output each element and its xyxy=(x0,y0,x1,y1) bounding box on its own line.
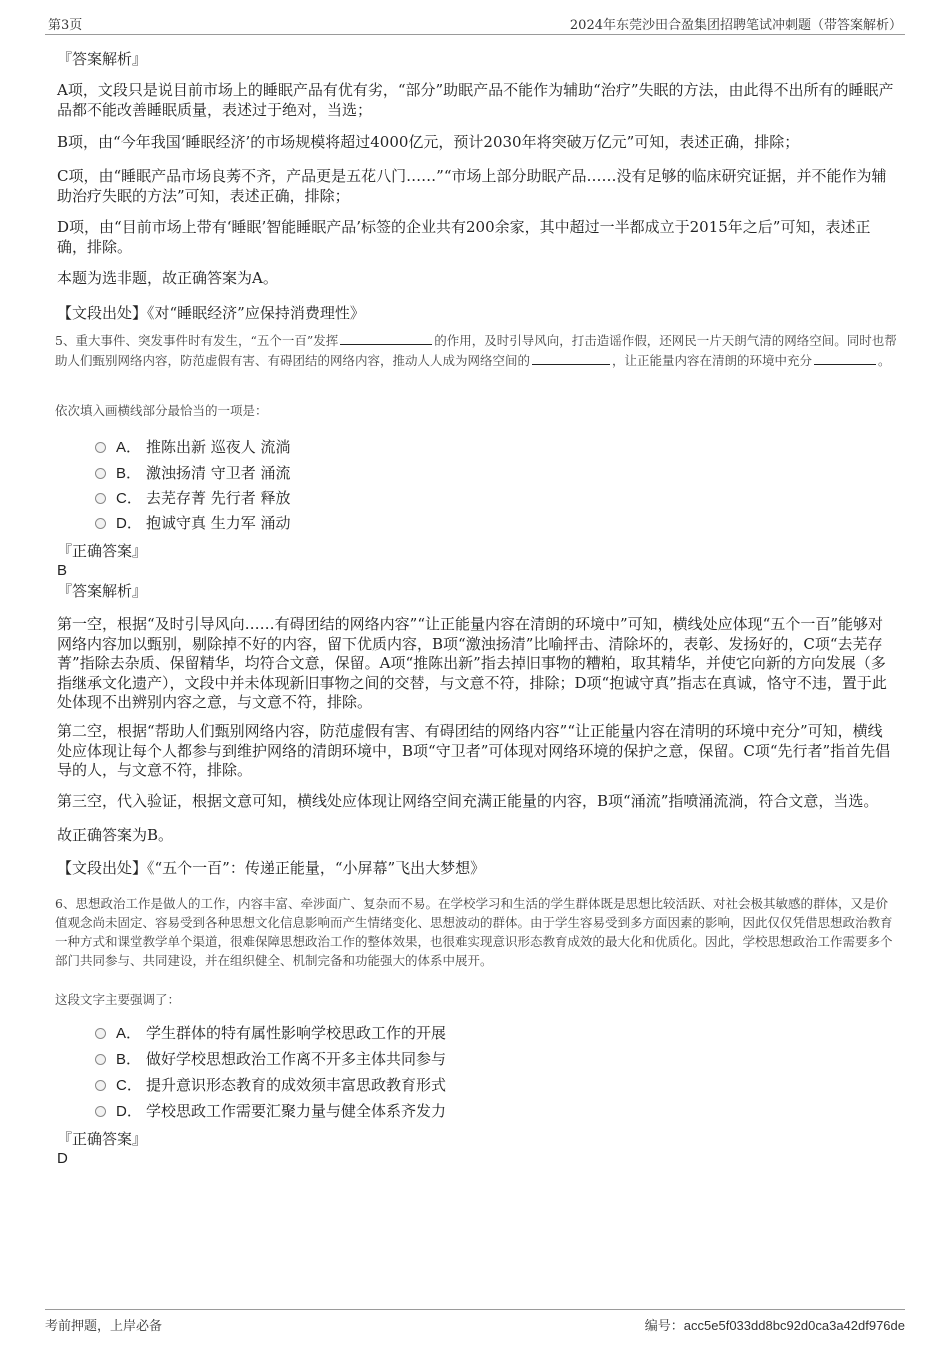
q5-stem-part-1: 5、重大事件、突发事件时有发生，“五个一百”发挥 xyxy=(55,333,339,348)
radio-icon[interactable] xyxy=(95,1028,106,1039)
q4-analysis-b: B项，由“今年我国‘睡眠经济’的市场规模将超过4000亿元，预计2030年将突破万亿元”可知，表述正确，排除； xyxy=(57,133,800,151)
q5-option-c[interactable]: C． 去芜存菁 先行者 释放 xyxy=(95,488,291,508)
q4-analysis-label: 『答案解析』 xyxy=(57,50,148,68)
page-footer xyxy=(45,1309,905,1336)
radio-icon[interactable] xyxy=(95,468,106,479)
q5-stem-part-3: ，让正能量内容在清朗的环境中充分 xyxy=(612,353,813,368)
q5-prompt: 依次填入画横线部分最恰当的一项是： xyxy=(55,403,268,418)
q5-stem-part-2: 的作用，及时引导风向，打击造谣作假，还网民一片天朗气清的网络空间。同时也帮助人们甄别网络内容，防范虚假有害、有碍团结的网络内容，推动人人成为网络空间的 xyxy=(55,333,897,368)
radio-icon[interactable] xyxy=(95,1080,106,1091)
q5-analysis-label: 『答案解析』 xyxy=(57,582,148,600)
q5-source: 【文段出处】《“五个一百”：传递正能量，“小屏幕”飞出大梦想》 xyxy=(57,859,486,877)
page-header xyxy=(45,14,905,35)
q5-option-a[interactable]: A． 推陈出新 巡夜人 流淌 xyxy=(95,437,291,457)
q5-stem-part-4: 。 xyxy=(878,353,891,368)
q5-analysis-2: 第二空，根据“帮助人们甄别网络内容，防范虚假有害、有碍团结的网络内容”“让正能量内容在清明的环境中充分”可知，横线处应体现让每个人都参与到维护网络的清朗环境中，B项“守卫者”可体现对网络环境的保护之意，保留。C项“先行者”指首先倡导的人，与文意不符，排除。 xyxy=(57,722,891,779)
q6-answer-label: 『正确答案』 xyxy=(57,1130,148,1148)
blank-2 xyxy=(532,350,610,365)
q6-option-a[interactable]: A． 学生群体的特有属性影响学校思政工作的开展 xyxy=(95,1023,446,1043)
radio-icon[interactable] xyxy=(95,442,106,453)
radio-icon[interactable] xyxy=(95,493,106,504)
radio-icon[interactable] xyxy=(95,1054,106,1065)
q5-answer-label: 『正确答案』 xyxy=(57,542,148,560)
q5-option-d[interactable]: D． 抱诚守真 生力军 涌动 xyxy=(95,513,291,533)
q4-analysis-c: C项，由“睡眠产品市场良莠不齐，产品更是五花八门……”“市场上部分助眠产品……没有足够的临床研究证据，并不能作为辅助治疗失眠的方法”可知，表述正确，排除； xyxy=(57,167,887,205)
radio-icon[interactable] xyxy=(95,518,106,529)
q6-option-d[interactable]: D． 学校思政工作需要汇聚力量与健全体系齐发力 xyxy=(95,1101,446,1121)
document-title: 2024年东莞沙田合盈集团招聘笔试冲刺题（带答案解析） xyxy=(569,18,902,33)
footer-slogan: 考前押题，上岸必备 xyxy=(45,1319,163,1334)
page-number: 第3页 xyxy=(48,18,83,33)
q4-analysis-d: D项，由“目前市场上带有‘睡眠’智能睡眠产品’标签的企业共有200余家，其中超过一半都成立于2015年之后”可知，表述正确，排除。 xyxy=(57,218,871,256)
q5-analysis-1: 第一空，根据“及时引导风向……有碍团结的网络内容”“让正能量内容在清朗的环境中”可知，横线处应体现“五个一百”能够对网络内容加以甄别，剔除掉不好的内容，留下优质内容，B项“激浊扬清”比喻抨击、清除坏的，表彰、发扬好的，C项“去芜存菁”指除去杂质、保留精华，均符合文意，保留。A项“推陈出新”指去掉旧事物的糟粕，取其精华，并使它向新的方向发展（多指继承文化遗产），文段中并未体现新旧事物之间的交替，与文意不符，排除；D项“抱诚守真”指志在真诚，恪守不违，置于此处体现不出辨别内容之意，与文意不符，排除。 xyxy=(57,615,887,711)
blank-1 xyxy=(340,330,432,345)
q4-source: 【文段出处】《对“睡眠经济”应保持消费理性》 xyxy=(57,304,365,322)
q6-prompt: 这段文字主要强调了： xyxy=(55,992,181,1007)
q6-answer: D xyxy=(57,1150,68,1167)
q6-option-b[interactable]: B． 做好学校思想政治工作离不开多主体共同参与 xyxy=(95,1049,446,1069)
q6-option-c[interactable]: C． 提升意识形态教育的成效须丰富思政教育形式 xyxy=(95,1075,446,1095)
q5-conclusion: 故正确答案为B。 xyxy=(57,826,174,844)
q4-analysis-a: A项，文段只是说目前市场上的睡眠产品有优有劣，“部分”助眠产品不能作为辅助“治疗”失眠的方法，由此得不出所有的睡眠产品都不能改善睡眠质量，表述过于绝对，当选； xyxy=(57,81,894,119)
q5-stem xyxy=(55,330,900,370)
q6-stem: 6、思想政治工作是做人的工作，内容丰富、牵涉面广、复杂而不易。在学校学习和生活的学生群体既是思想比较活跃、对社会极其敏感的群体，又是价值观念尚未固定、容易受到各种思想文化信息影响而产生情绪变化、思想波动的群体。由于学生容易受到多方面因素的影响，因此仅仅凭借思想政治教育一种方式和课堂教学单个渠道，很难保障思想政治工作的整体效果，也很难实现意识形态教育成效的最大化和优质化。因此，学校思想政治工作需要多个部门共同参与、共同建设，并在组织健全、机制完备和功能强大的体系中展开。 xyxy=(55,896,893,968)
footer-code: 编号：acc5e5f033dd8bc92d0ca3a42df976de xyxy=(644,1318,905,1334)
q5-option-b[interactable]: B． 激浊扬清 守卫者 涌流 xyxy=(95,463,291,483)
radio-icon[interactable] xyxy=(95,1106,106,1117)
q4-conclusion: 本题为选非题，故正确答案为A。 xyxy=(57,269,278,287)
q5-analysis-3: 第三空，代入验证，根据文意可知，横线处应体现让网络空间充满正能量的内容，B项“涌流”指喷涌流淌，符合文意，当选。 xyxy=(57,792,879,810)
blank-3 xyxy=(814,350,876,365)
q5-answer: B xyxy=(57,562,68,579)
